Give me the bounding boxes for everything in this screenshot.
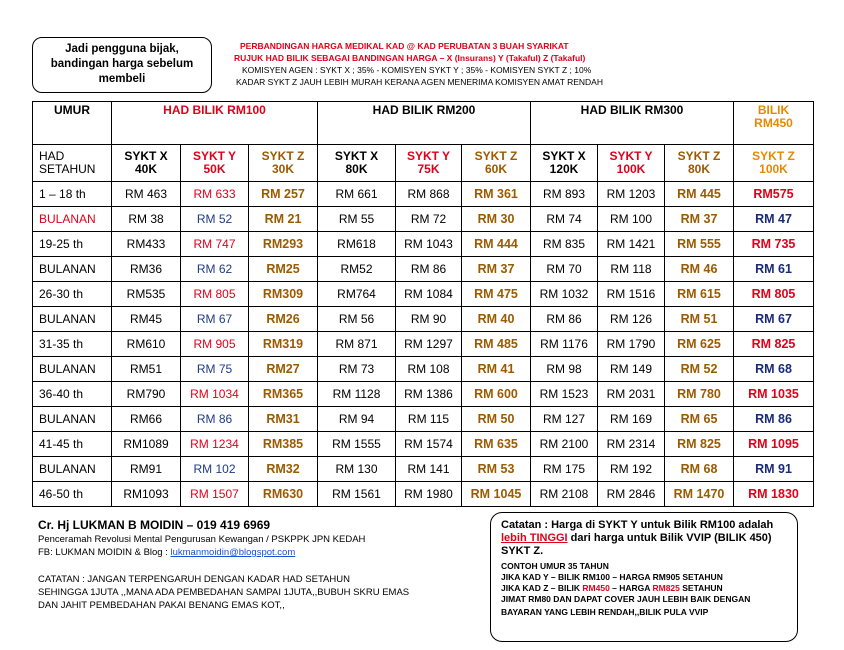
price-cell: RM293 bbox=[249, 232, 318, 257]
price-cell: RM 70 bbox=[531, 257, 598, 282]
price-cell: RM433 bbox=[112, 232, 181, 257]
price-cell: RM 475 bbox=[462, 282, 531, 307]
price-cell: RM 118 bbox=[598, 257, 665, 282]
price-cell: RM 55 bbox=[318, 207, 396, 232]
price-cell: RM 1555 bbox=[318, 432, 396, 457]
price-cell: RM 90 bbox=[396, 307, 462, 332]
price-cell: RM 68 bbox=[665, 457, 734, 482]
price-cell: RM 56 bbox=[318, 307, 396, 332]
price-cell: RM 65 bbox=[665, 407, 734, 432]
table-row bbox=[33, 182, 814, 207]
catatan-head-2-rest: dari harga untuk Bilik VVIP (BILIK 450) bbox=[567, 532, 772, 544]
price-cell: RM 37 bbox=[665, 207, 734, 232]
price-cell: RM 615 bbox=[665, 282, 734, 307]
price-cell: RM91 bbox=[112, 457, 181, 482]
sub-header-3 bbox=[318, 145, 396, 182]
sub-header-limit: 50K bbox=[203, 162, 226, 176]
sub-header-company: SYKT X bbox=[124, 149, 168, 163]
price-cell: RM 86 bbox=[734, 407, 814, 432]
had-line-1: HAD bbox=[39, 149, 65, 163]
table-row bbox=[33, 307, 814, 332]
table-header-groups bbox=[33, 102, 814, 145]
group-rm100: HAD BILIK RM100 bbox=[112, 102, 318, 145]
price-cell: RM32 bbox=[249, 457, 318, 482]
row-label: 36-40 th bbox=[33, 382, 112, 407]
callout-line-1: Jadi pengguna bijak, bbox=[65, 43, 179, 55]
table-row bbox=[33, 332, 814, 357]
price-cell: RM 38 bbox=[112, 207, 181, 232]
price-cell: RM 62 bbox=[181, 257, 249, 282]
sub-header-limit: 120K bbox=[549, 162, 579, 176]
price-cell: RM 21 bbox=[249, 207, 318, 232]
price-cell: RM 108 bbox=[396, 357, 462, 382]
price-cell: RM 1421 bbox=[598, 232, 665, 257]
row-label: 46-50 th bbox=[33, 482, 112, 507]
catatan-note bbox=[38, 573, 468, 612]
row-label: 41-45 th bbox=[33, 432, 112, 457]
sub-header-company: SYKT X bbox=[542, 149, 586, 163]
catatan-head-2 bbox=[501, 532, 797, 545]
sub-header-limit: 60K bbox=[484, 162, 507, 176]
price-cell: RM 67 bbox=[734, 307, 814, 332]
z-red-1: RM450 bbox=[582, 583, 610, 593]
price-cell: RM 868 bbox=[396, 182, 462, 207]
sub-header-limit: 75K bbox=[417, 162, 440, 176]
price-cell: RM 169 bbox=[598, 407, 665, 432]
price-cell: RM618 bbox=[318, 232, 396, 257]
price-cell: RM 2314 bbox=[598, 432, 665, 457]
price-cell: RM36 bbox=[112, 257, 181, 282]
table-row bbox=[33, 357, 814, 382]
bayaran-line: BAYARAN YANG LEBIH RENDAH,,BILIK PULA VVIP bbox=[501, 607, 709, 617]
price-cell: RM 871 bbox=[318, 332, 396, 357]
sub-header-company: SYKT Z bbox=[474, 149, 518, 163]
header-komisyen: KOMISYEN AGEN : SYKT X ; 35% - KOMISYEN SYKT Y ; 35% - KOMISYEN SYKT Z ; 10% bbox=[242, 65, 592, 75]
sub-header-company: SYKT Z bbox=[752, 149, 795, 163]
catatan-highlight: lebih TINGGI bbox=[501, 532, 568, 544]
price-cell: RM630 bbox=[249, 482, 318, 507]
price-cell: RM 805 bbox=[734, 282, 814, 307]
price-cell: RM 37 bbox=[462, 257, 531, 282]
price-cell: RM535 bbox=[112, 282, 181, 307]
table-row bbox=[33, 482, 814, 507]
author-role: Penceramah Revolusi Mental Pengurusan Kewangan / PSKPPK JPN KEDAH bbox=[38, 534, 366, 545]
price-cell: RM 1203 bbox=[598, 182, 665, 207]
price-cell: RM 126 bbox=[598, 307, 665, 332]
price-cell: RM 72 bbox=[396, 207, 462, 232]
price-cell: RM 130 bbox=[318, 457, 396, 482]
table-row bbox=[33, 207, 814, 232]
row-label: BULANAN bbox=[33, 307, 112, 332]
price-cell: RM 1386 bbox=[396, 382, 462, 407]
price-cell: RM 94 bbox=[318, 407, 396, 432]
sub-header-limit: 80K bbox=[345, 162, 368, 176]
footer-contact bbox=[38, 517, 468, 612]
sub-header-limit: 100K bbox=[759, 162, 788, 176]
price-cell: RM 1790 bbox=[598, 332, 665, 357]
sub-header-limit: 100K bbox=[616, 162, 646, 176]
price-cell: RM365 bbox=[249, 382, 318, 407]
price-cell: RM 91 bbox=[734, 457, 814, 482]
row-label: BULANAN bbox=[33, 357, 112, 382]
sub-header-0 bbox=[112, 145, 181, 182]
catatan-line-2: SEHINGGA 1JUTA ,,MANA ADA PEMBEDAHAN SAMPAI 1JUTA,,BUBUH SKRU EMAS bbox=[38, 587, 410, 598]
price-cell: RM 635 bbox=[462, 432, 531, 457]
sub-header-limit: 80K bbox=[687, 162, 710, 176]
price-cell: RM 141 bbox=[396, 457, 462, 482]
price-cell: RM 115 bbox=[396, 407, 462, 432]
sub-header-8 bbox=[665, 145, 734, 182]
price-cell: RM 98 bbox=[531, 357, 598, 382]
price-cell: RM 463 bbox=[112, 182, 181, 207]
sub-header-company: SYKT Y bbox=[609, 149, 653, 163]
price-cell: RM 805 bbox=[181, 282, 249, 307]
price-cell: RM 1034 bbox=[181, 382, 249, 407]
price-cell: RM52 bbox=[318, 257, 396, 282]
price-cell: RM 102 bbox=[181, 457, 249, 482]
price-cell: RM 41 bbox=[462, 357, 531, 382]
author-name: Cr. Hj LUKMAN B MOIDIN – 019 419 6969 bbox=[38, 518, 271, 532]
price-cell: RM 2100 bbox=[531, 432, 598, 457]
price-cell: RM 444 bbox=[462, 232, 531, 257]
price-cell: RM51 bbox=[112, 357, 181, 382]
callout-line-3: membeli bbox=[98, 73, 146, 85]
price-cell: RM 825 bbox=[734, 332, 814, 357]
price-cell: RM 73 bbox=[318, 357, 396, 382]
price-cell: RM 30 bbox=[462, 207, 531, 232]
table-row bbox=[33, 382, 814, 407]
price-cell: RM 149 bbox=[598, 357, 665, 382]
header-note: KADAR SYKT Z JAUH LEBIH MURAH KERANA AGEN MENERIMA KOMISYEN AMAT RENDAH bbox=[236, 77, 603, 87]
catatan-line-1: CATATAN : JANGAN TERPENGARUH DENGAN KADAR HAD SETAHUN bbox=[38, 574, 350, 585]
callout-smart-buyer bbox=[32, 37, 212, 93]
header-title: PERBANDINGAN HARGA MEDIKAL KAD @ KAD PERUBATAN 3 BUAH SYARIKAT bbox=[240, 41, 569, 51]
row-label: BULANAN bbox=[33, 207, 112, 232]
price-cell: RM 1561 bbox=[318, 482, 396, 507]
price-cell: RM 1830 bbox=[734, 482, 814, 507]
row-label: 31-35 th bbox=[33, 332, 112, 357]
sub-header-company: SYKT Y bbox=[192, 149, 237, 163]
had-setahun bbox=[33, 145, 112, 182]
contoh-line: CONTOH UMUR 35 TAHUN bbox=[501, 561, 609, 571]
price-cell: RM 67 bbox=[181, 307, 249, 332]
sub-header-7 bbox=[598, 145, 665, 182]
price-table bbox=[32, 101, 814, 507]
price-cell: RM 52 bbox=[181, 207, 249, 232]
group-rm450-line-2: RM450 bbox=[754, 116, 793, 130]
row-label: BULANAN bbox=[33, 257, 112, 282]
fb-label: FB: LUKMAN MOIDIN & Blog : bbox=[38, 547, 171, 558]
table-row bbox=[33, 457, 814, 482]
price-cell: RM 835 bbox=[531, 232, 598, 257]
price-cell: RM 1507 bbox=[181, 482, 249, 507]
price-cell: RM 50 bbox=[462, 407, 531, 432]
sub-header-company: SYKT Y bbox=[406, 149, 451, 163]
price-cell: RM 175 bbox=[531, 457, 598, 482]
sub-header-1 bbox=[181, 145, 249, 182]
price-cell: RM 192 bbox=[598, 457, 665, 482]
had-line-2: SETAHUN bbox=[39, 162, 96, 176]
catatan-line-3: DAN JAHIT PEMBEDAHAN PAKAI BENANG EMAS KOT,, bbox=[38, 600, 285, 611]
price-cell: RM790 bbox=[112, 382, 181, 407]
catatan-head-1: Catatan : Harga di SYKT Y untuk Bilik RM100 adalah bbox=[501, 519, 774, 531]
price-cell: RM1093 bbox=[112, 482, 181, 507]
group-rm300: HAD BILIK RM300 bbox=[531, 102, 734, 145]
col-umur: UMUR bbox=[33, 102, 112, 145]
table-row bbox=[33, 257, 814, 282]
price-cell: RM26 bbox=[249, 307, 318, 332]
price-cell: RM 600 bbox=[462, 382, 531, 407]
sub-header-9 bbox=[734, 145, 814, 182]
price-cell: RM 893 bbox=[531, 182, 598, 207]
price-cell: RM 86 bbox=[181, 407, 249, 432]
blog-link[interactable]: lukmanmoidin@blogspot.com bbox=[170, 547, 296, 558]
author-social bbox=[38, 546, 468, 559]
price-cell: RM27 bbox=[249, 357, 318, 382]
price-cell: RM 257 bbox=[249, 182, 318, 207]
table-row bbox=[33, 432, 814, 457]
price-cell: RM610 bbox=[112, 332, 181, 357]
price-cell: RM 747 bbox=[181, 232, 249, 257]
catatan-head-3: SYKT Z. bbox=[501, 545, 544, 557]
price-cell: RM 52 bbox=[665, 357, 734, 382]
price-cell: RM 100 bbox=[598, 207, 665, 232]
row-label: 26-30 th bbox=[33, 282, 112, 307]
group-rm450-line-1: BILIK bbox=[757, 103, 790, 117]
z-b: – HARGA bbox=[609, 583, 653, 593]
price-cell: RM 2108 bbox=[531, 482, 598, 507]
table-row bbox=[33, 232, 814, 257]
table-row bbox=[33, 407, 814, 432]
group-rm450 bbox=[734, 102, 814, 145]
price-cell: RM 127 bbox=[531, 407, 598, 432]
z-red-2: RM825 bbox=[652, 583, 680, 593]
price-cell: RM319 bbox=[249, 332, 318, 357]
callout-catatan bbox=[490, 512, 798, 642]
group-rm200: HAD BILIK RM200 bbox=[318, 102, 531, 145]
price-cell: RM 53 bbox=[462, 457, 531, 482]
table-body bbox=[33, 182, 814, 507]
price-cell: RM 1045 bbox=[462, 482, 531, 507]
sub-header-company: SYKT Z bbox=[261, 149, 305, 163]
sub-header-6 bbox=[531, 145, 598, 182]
price-cell: RM 47 bbox=[734, 207, 814, 232]
price-cell: RM 1043 bbox=[396, 232, 462, 257]
header bbox=[222, 40, 822, 88]
sub-header-5 bbox=[462, 145, 531, 182]
row-label: BULANAN bbox=[33, 457, 112, 482]
price-cell: RM 1035 bbox=[734, 382, 814, 407]
sub-header-2 bbox=[249, 145, 318, 182]
price-cell: RM 61 bbox=[734, 257, 814, 282]
price-cell: RM1089 bbox=[112, 432, 181, 457]
price-cell: RM25 bbox=[249, 257, 318, 282]
price-cell: RM 74 bbox=[531, 207, 598, 232]
price-cell: RM 780 bbox=[665, 382, 734, 407]
price-cell: RM 86 bbox=[531, 307, 598, 332]
price-cell: RM 1574 bbox=[396, 432, 462, 457]
price-cell: RM 2031 bbox=[598, 382, 665, 407]
price-cell: RM 445 bbox=[665, 182, 734, 207]
price-cell: RM575 bbox=[734, 182, 814, 207]
price-cell: RM66 bbox=[112, 407, 181, 432]
price-cell: RM31 bbox=[249, 407, 318, 432]
price-cell: RM 1234 bbox=[181, 432, 249, 457]
price-cell: RM 86 bbox=[396, 257, 462, 282]
price-cell: RM 625 bbox=[665, 332, 734, 357]
price-cell: RM45 bbox=[112, 307, 181, 332]
price-cell: RM764 bbox=[318, 282, 396, 307]
table-header-sub bbox=[33, 145, 814, 182]
price-cell: RM 51 bbox=[665, 307, 734, 332]
table-row bbox=[33, 282, 814, 307]
price-cell: RM 1523 bbox=[531, 382, 598, 407]
sub-header-limit: 30K bbox=[271, 162, 294, 176]
row-label: 1 – 18 th bbox=[33, 182, 112, 207]
price-cell: RM 905 bbox=[181, 332, 249, 357]
row-label: BULANAN bbox=[33, 407, 112, 432]
price-cell: RM309 bbox=[249, 282, 318, 307]
sub-header-company: SYKT Z bbox=[677, 149, 721, 163]
price-cell: RM 1084 bbox=[396, 282, 462, 307]
price-cell: RM 361 bbox=[462, 182, 531, 207]
price-cell: RM 825 bbox=[665, 432, 734, 457]
sub-header-company: SYKT X bbox=[334, 149, 379, 163]
price-cell: RM 1128 bbox=[318, 382, 396, 407]
price-cell: RM 555 bbox=[665, 232, 734, 257]
header-subtitle: RUJUK HAD BILIK SEBAGAI BANDINGAN HARGA – X (Insurans) Y (Takaful) Z (Takaful) bbox=[234, 53, 586, 63]
price-cell: RM 485 bbox=[462, 332, 531, 357]
price-cell: RM 75 bbox=[181, 357, 249, 382]
price-cell: RM385 bbox=[249, 432, 318, 457]
price-cell: RM 46 bbox=[665, 257, 734, 282]
z-a: JIKA KAD Z – BILIK bbox=[501, 583, 583, 593]
sub-header-4 bbox=[396, 145, 462, 182]
price-cell: RM 1470 bbox=[665, 482, 734, 507]
jimat-line: JIMAT RM80 DAN DAPAT COVER JAUH LEBIH BAIK DENGAN bbox=[501, 594, 751, 604]
price-cell: RM 1095 bbox=[734, 432, 814, 457]
price-cell: RM 1032 bbox=[531, 282, 598, 307]
price-cell: RM 1297 bbox=[396, 332, 462, 357]
z-c: SETAHUN bbox=[679, 583, 723, 593]
price-cell: RM 40 bbox=[462, 307, 531, 332]
price-cell: RM 2846 bbox=[598, 482, 665, 507]
example-y-line: JIKA KAD Y – BILIK RM100 – HARGA RM905 SETAHUN bbox=[501, 572, 723, 582]
price-cell: RM 1980 bbox=[396, 482, 462, 507]
callout-line-2: bandingan harga sebelum bbox=[50, 58, 194, 70]
example-z-line bbox=[501, 583, 797, 594]
sub-header-limit: 40K bbox=[134, 162, 157, 176]
price-cell: RM 68 bbox=[734, 357, 814, 382]
price-cell: RM 1176 bbox=[531, 332, 598, 357]
price-cell: RM 633 bbox=[181, 182, 249, 207]
price-cell: RM 735 bbox=[734, 232, 814, 257]
price-cell: RM 1516 bbox=[598, 282, 665, 307]
row-label: 19-25 th bbox=[33, 232, 112, 257]
price-cell: RM 661 bbox=[318, 182, 396, 207]
